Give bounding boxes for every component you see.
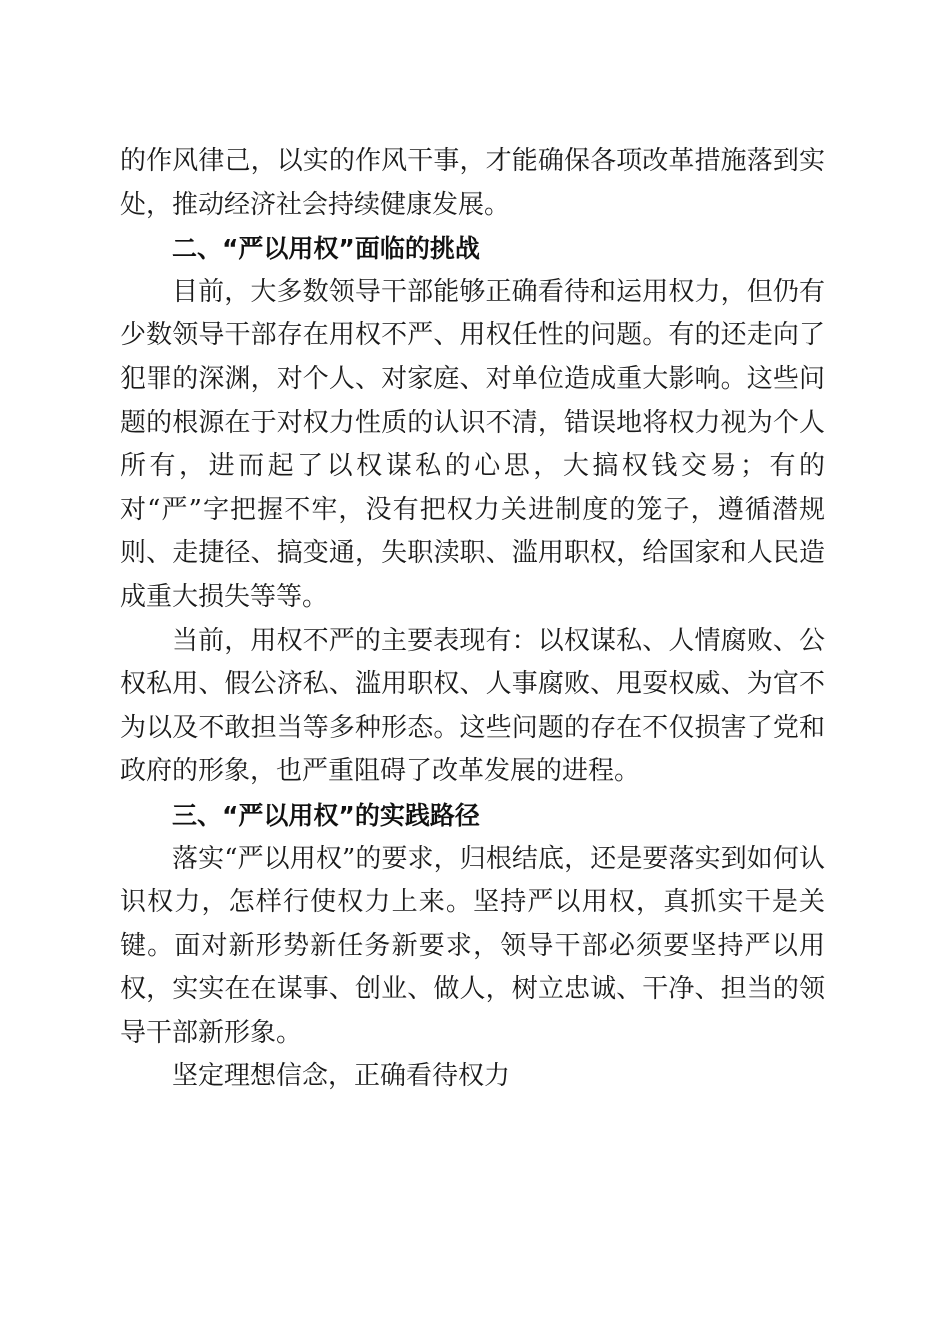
section-heading-3: 三、“严以用权”的实践路径: [172, 800, 480, 830]
paragraph-practice-2: 坚定理想信念，正确看待权力: [172, 1061, 511, 1092]
paragraph-practice-1: 落实“严以用权”的要求，归根结底，还是要落实到如何认识权力，怎样行使权力上来。坚持严以用权，真抓实干是关键。面对新形势新任务新要求，领导干部必须要坚持严以用权，实实在在谋事、创业、做人，树立忠诚、干净、担当的领导干部新形象。: [120, 843, 825, 1048]
document-body: [120, 140, 825, 1099]
paragraph-challenges-1: 目前，大多数领导干部能够正确看待和运用权力，但仍有少数领导干部存在用权不严、用权任性的问题。有的还走向了犯罪的深渊，对个人、对家庭、对单位造成重大影响。这些问题的根源在于对权力性质的认识不清，错误地将权力视为个人所有，进而起了以权谋私的心思，大搞权钱交易；有的对“严”字把握不牢，没有把权力关进制度的笼子，遵循潜规则、走捷径、搞变通，失职渎职、滥用职权，给国家和人民造成重大损失等等。: [120, 276, 825, 612]
paragraph-challenges-2: 当前，用权不严的主要表现有：以权谋私、人情腐败、公权私用、假公济私、滥用职权、人事腐败、甩耍权威、为官不为以及不敢担当等多种形态。这些问题的存在不仅损害了党和政府的形象，也严重阻碍了改革发展的进程。: [120, 625, 825, 787]
section-heading-2: 二、“严以用权”面临的挑战: [172, 234, 480, 264]
paragraph-continuation: 的作风律己，以实的作风干事，才能确保各项改革措施落到实处，推动经济社会持续健康发展。: [120, 146, 825, 220]
